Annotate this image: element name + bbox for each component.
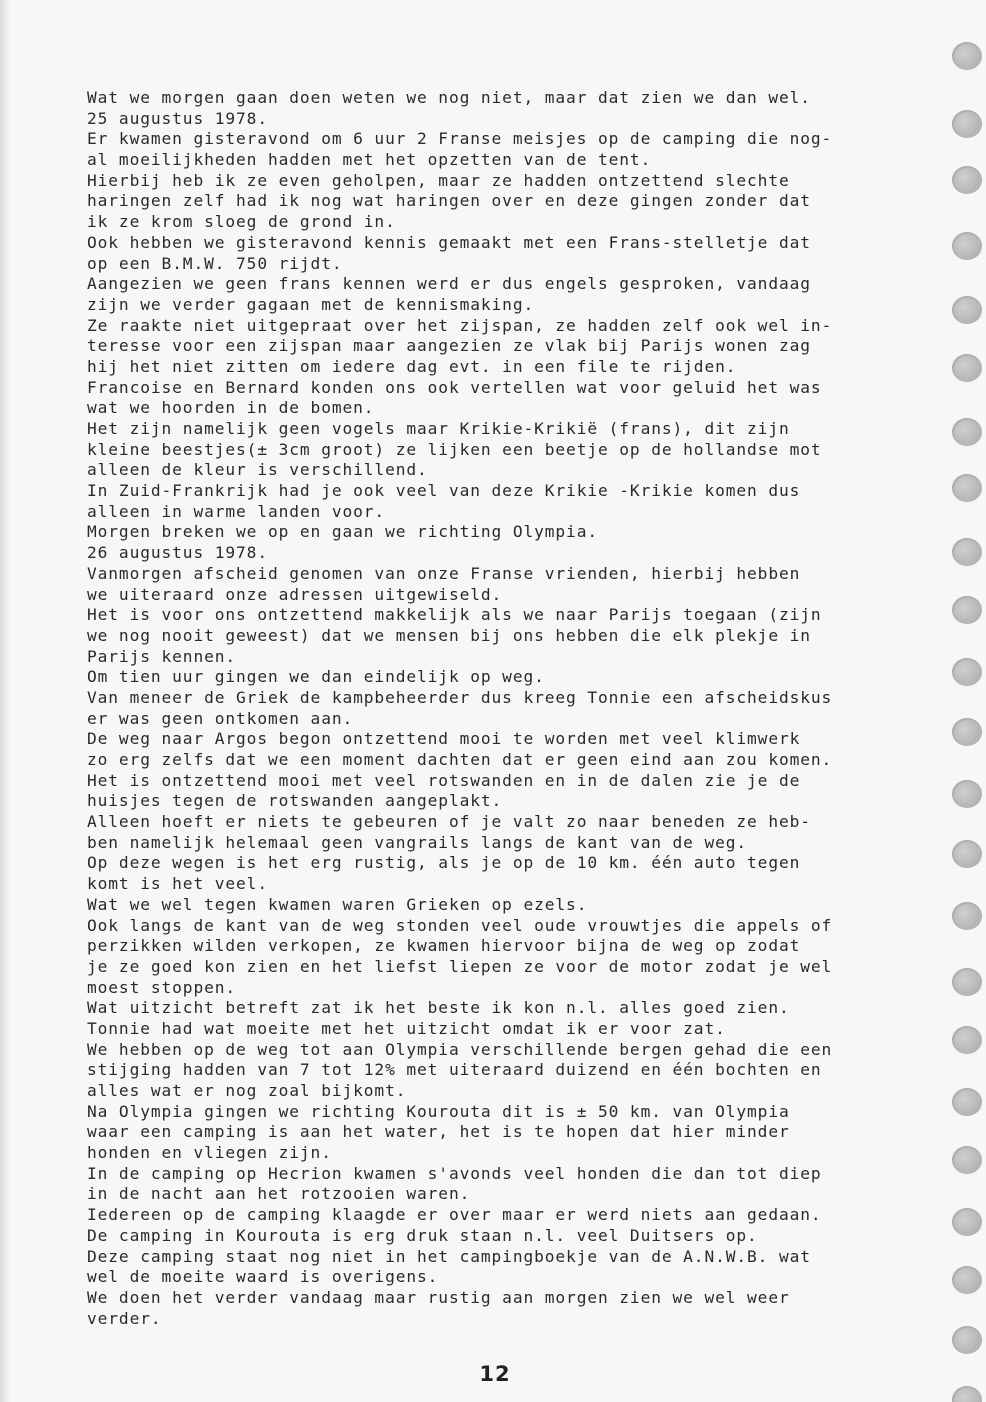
text-line: op een B.M.W. 750 rijdt.	[87, 253, 343, 273]
text-line: perzikken wilden verkopen, ze kwamen hiervoor bijna de weg op zodat	[87, 936, 801, 956]
text-line: Om tien uur gingen we dan eindelijk op weg.	[87, 667, 545, 687]
text-line: honden en vliegen zijn.	[87, 1143, 332, 1163]
binder-hole	[952, 840, 982, 868]
text-line: moest stoppen.	[87, 977, 237, 997]
text-line: Na Olympia gingen we richting Kourouta dit is ± 50 km. van Olympia	[87, 1101, 790, 1121]
text-line: wel de moeite waard is overigens.	[87, 1267, 439, 1287]
binder-hole	[952, 658, 982, 686]
text-line: Hierbij heb ik ze even geholpen, maar ze hadden ontzettend slechte	[87, 170, 790, 190]
binder-hole	[952, 296, 982, 324]
text-line: Vanmorgen afscheid genomen van onze Franse vrienden, hierbij hebben	[87, 563, 801, 583]
text-line: Alleen hoeft er niets te gebeuren of je valt zo naar beneden ze heb-	[87, 812, 811, 832]
binder-hole	[952, 718, 982, 746]
text-line: ik ze krom sloeg de grond in.	[87, 212, 396, 232]
binder-hole	[952, 354, 982, 382]
text-line: Francoise en Bernard konden ons ook vertellen wat voor geluid het was	[87, 377, 822, 397]
text-line: teresse voor een zijspan maar aangezien ze vlak bij Parijs wonen zag	[87, 336, 811, 356]
typewritten-body	[87, 88, 967, 1329]
text-line: De weg naar Argos begon ontzettend mooi te worden met veel klimwerk	[87, 729, 801, 749]
text-line: verder.	[87, 1308, 162, 1328]
text-line: alles wat er nog zoal bijkomt.	[87, 1081, 407, 1100]
text-line: ben namelijk helemaal geen vangrails langs de kant van de weg.	[87, 832, 748, 852]
text-line: Tonnie had wat moeite met het uitzicht omdat ik er voor zat.	[87, 1018, 726, 1038]
text-line: we nog nooit geweest) dat we mensen bij ons hebben die elk plekje in	[87, 625, 811, 645]
text-line: Het is ontzettend mooi met veel rotswanden en in de dalen zie je de	[87, 770, 801, 790]
text-line: komt is het veel.	[87, 874, 268, 894]
text-line: Wat we morgen gaan doen weten we nog niet, maar dat zien we dan wel.	[87, 88, 811, 107]
text-line: In de camping op Hecrion kwamen s'avonds veel honden die dan tot diep	[87, 1163, 822, 1183]
binder-hole	[952, 1208, 982, 1236]
text-line: huisjes tegen de rotswanden aangeplakt.	[87, 791, 503, 811]
text-line: Ze raakte niet uitgepraat over het zijspan, ze hadden zelf ook wel in-	[87, 315, 833, 335]
text-line: 26 augustus 1978.	[87, 543, 268, 563]
text-line: wat we hoorden in de bomen.	[87, 398, 375, 418]
text-line: We doen het verder vandaag maar rustig aan morgen zien we wel weer	[87, 1287, 790, 1307]
text-line: Wat we wel tegen kwamen waren Grieken op ezels.	[87, 894, 588, 914]
text-line: Het zijn namelijk geen vogels maar Krikie-Krikië (frans), dit zijn	[87, 419, 790, 438]
text-line: 25 augustus 1978.	[87, 108, 268, 128]
text-line: Aangezien we geen frans kennen werd er dus engels gesproken, vandaag	[87, 274, 811, 294]
binder-hole	[952, 780, 982, 808]
binder-hole	[952, 1026, 982, 1054]
text-line: Parijs kennen.	[87, 646, 237, 666]
text-line: Ook hebben we gisteravond kennis gemaakt met een Frans-stelletje dat	[87, 232, 811, 252]
text-line: Deze camping staat nog niet in het campingboekje van de A.N.W.B. wat	[87, 1246, 811, 1266]
text-line: Op deze wegen is het erg rustig, als je op de 10 km. één auto tegen	[87, 853, 801, 873]
text-line: We hebben op de weg tot aan Olympia verschillende bergen gehad die een	[87, 1039, 833, 1059]
text-line: zo erg zelfs dat we een moment dachten dat er geen eind aan zou komen.	[87, 750, 833, 769]
binder-hole	[952, 538, 982, 566]
text-line: waar een camping is aan het water, het is te hopen dat hier minder	[87, 1122, 790, 1142]
binder-hole	[952, 110, 982, 138]
binder-hole	[952, 1386, 982, 1402]
text-line: De camping in Kourouta is erg druk staan n.l. veel Duitsers op.	[87, 1225, 758, 1245]
text-line: al moeilijkheden hadden met het opzetten van de tent.	[87, 150, 652, 170]
text-line: Het is voor ons ontzettend makkelijk als we naar Parijs toegaan (zijn	[87, 605, 822, 625]
binder-hole	[952, 1326, 982, 1354]
binder-hole	[952, 232, 982, 260]
text-line: haringen zelf had ik nog wat haringen over en deze gingen zonder dat	[87, 191, 811, 211]
text-line: Van meneer de Griek de kampbeheerder dus kreeg Tonnie een afscheidskus	[87, 687, 833, 707]
text-line: Iedereen op de camping klaagde er over maar er werd niets aan gedaan.	[87, 1205, 822, 1225]
binder-hole	[952, 1088, 982, 1116]
text-line: we uiteraard onze adressen uitgewiseld.	[87, 584, 503, 604]
binder-hole	[952, 902, 982, 930]
text-line: stijging hadden van 7 tot 12% met uiteraard duizend en één bochten en	[87, 1060, 822, 1080]
binder-hole	[952, 1146, 982, 1174]
text-line: er was geen ontkomen aan.	[87, 708, 354, 728]
text-line: hij het niet zitten om iedere dag evt. in een file te rijden.	[87, 356, 737, 376]
text-line: alleen de kleur is verschillend.	[87, 460, 428, 480]
binder-hole	[952, 1266, 982, 1294]
binder-hole	[952, 968, 982, 996]
text-line: Ook langs de kant van de weg stonden veel oude vrouwtjes die appels of	[87, 915, 833, 935]
binder-hole	[952, 474, 982, 502]
text-line: In Zuid-Frankrijk had je ook veel van deze Krikie -Krikie komen dus	[87, 481, 801, 501]
binder-hole	[952, 596, 982, 624]
text-line: zijn we verder gagaan met de kennismaking.	[87, 294, 535, 314]
text-line: alleen in warme landen voor.	[87, 501, 386, 521]
text-line: Wat uitzicht betreft zat ik het beste ik kon n.l. alles goed zien.	[87, 998, 790, 1018]
text-line: Morgen breken we op en gaan we richting Olympia.	[87, 522, 598, 542]
text-line: je ze goed kon zien en het liefst liepen ze voor de motor zodat je wel	[87, 956, 833, 976]
page-number: 12	[479, 1362, 511, 1386]
text-line: Er kwamen gisteravond om 6 uur 2 Franse meisjes op de camping die nog-	[87, 129, 833, 149]
binder-hole	[952, 166, 982, 194]
ring-binder-holes	[946, 0, 986, 1402]
binder-hole	[952, 42, 982, 70]
text-line: kleine beestjes(± 3cm groot) ze lijken een beetje op de hollandse mot	[87, 439, 822, 459]
page-left-edge	[0, 0, 10, 1402]
binder-hole	[952, 418, 982, 446]
text-line: in de nacht aan het rotzooien waren.	[87, 1184, 471, 1204]
